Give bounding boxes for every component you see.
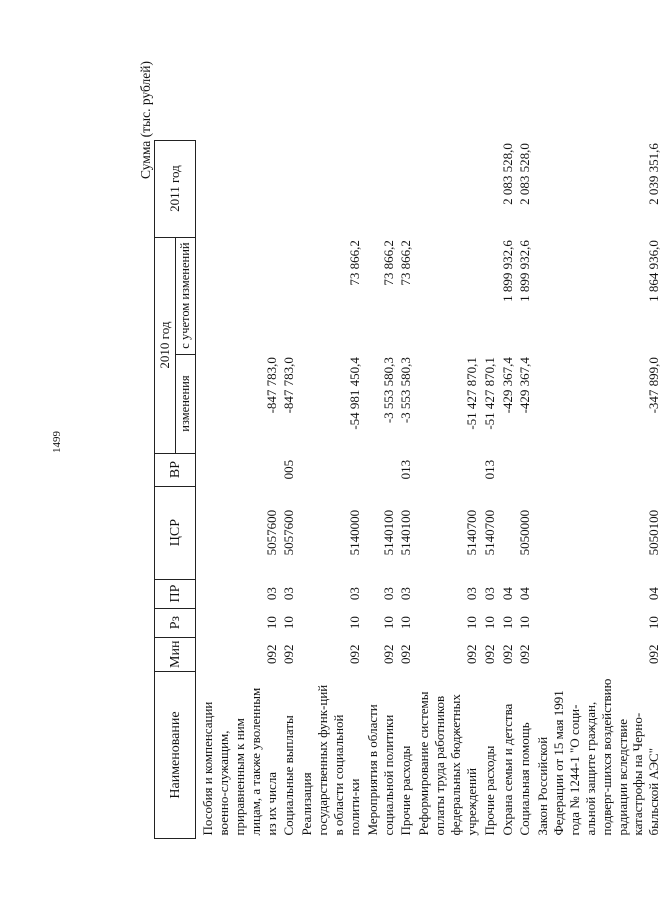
cell-csr: 5140000 <box>346 509 362 556</box>
cell-name: Реализация государственных функ-ций в области социальной полити-ки <box>299 684 362 836</box>
cell-csr: 5140700 <box>481 509 497 556</box>
cell-min: 092 <box>398 644 414 665</box>
cell-changes: -51 427 870,1 <box>481 357 497 430</box>
cell-pr: 03 <box>263 587 279 601</box>
cell-pr: 03 <box>380 587 396 601</box>
header-rz: Рз <box>155 608 196 637</box>
table-row <box>397 140 415 838</box>
cell-pr: 03 <box>398 587 414 601</box>
cell-min: 092 <box>263 644 279 665</box>
cell-rz: 10 <box>398 616 414 630</box>
cell-changes: -429 367,4 <box>499 357 515 414</box>
page-number: 1499 <box>51 431 63 453</box>
cell-2011: 2 039 351,6 <box>646 143 662 205</box>
cell-with-changes: 73 866,2 <box>398 240 414 286</box>
header-changes: изменения <box>175 354 195 453</box>
cell-name: Закон Российской Федерации от 15 мая 1991 года № 1244-1 "О соци-альной защите граждан, подверг-шихся воздействию радиации вследствие катастрофы на Черно-быльской АЭС" <box>535 678 662 836</box>
cell-with-changes <box>481 237 499 354</box>
cell-with-changes: 1 899 932,6 <box>499 240 515 302</box>
cell-changes: -847 783,0 <box>281 357 297 414</box>
cell-vr <box>516 453 534 486</box>
cell-name: Прочие расходы <box>398 745 414 836</box>
cell-2011 <box>481 140 499 237</box>
cell-pr: 03 <box>281 587 297 601</box>
cell-min: 092 <box>463 644 479 665</box>
cell-rz: 10 <box>281 616 297 630</box>
cell-with-changes: 73 866,2 <box>346 240 362 286</box>
cell-min: 092 <box>380 644 396 665</box>
table-row <box>415 140 480 838</box>
cell-min: 092 <box>517 644 533 665</box>
table-row <box>481 140 499 838</box>
budget-table <box>154 140 663 839</box>
cell-pr: 03 <box>481 587 497 601</box>
cell-with-changes: 1 899 932,6 <box>517 240 533 302</box>
cell-vr <box>534 453 663 486</box>
cell-changes: -3 553 580,3 <box>398 357 414 424</box>
cell-vr <box>415 453 480 486</box>
cell-csr: 5140700 <box>463 509 479 556</box>
table-row <box>280 140 298 838</box>
cell-2011 <box>298 140 363 237</box>
cell-2011 <box>364 140 398 237</box>
cell-changes: -429 367,4 <box>517 357 533 414</box>
cell-2011 <box>415 140 480 237</box>
cell-2011 <box>280 140 298 237</box>
cell-name: Пособия и компенсации военно-служащим, приравненным к ним лицам, а также уволенным из их числа <box>200 687 279 836</box>
header-vr: ВР <box>155 453 196 486</box>
table-row <box>298 140 363 838</box>
table-row <box>364 140 398 838</box>
cell-changes: -847 783,0 <box>263 357 279 414</box>
cell-changes: -51 427 870,1 <box>463 357 479 430</box>
cell-name: Реформирование системы оплаты труда работников федеральных бюджетных учреждений <box>416 691 479 836</box>
cell-min: 092 <box>281 644 297 665</box>
cell-rz: 10 <box>346 616 362 630</box>
table-body <box>196 140 663 838</box>
cell-with-changes: 1 864 936,0 <box>646 240 662 302</box>
rotated-content <box>120 55 662 845</box>
cell-csr: 5057600 <box>263 509 279 556</box>
header-name: Наименование <box>155 672 196 839</box>
cell-with-changes <box>415 237 480 354</box>
cell-rz: 10 <box>380 616 396 630</box>
cell-name: Социальные выплаты <box>281 715 297 836</box>
cell-min: 092 <box>346 644 362 665</box>
cell-rz: 10 <box>499 616 515 630</box>
cell-vr: 013 <box>398 459 414 480</box>
cell-vr <box>364 453 398 486</box>
cell-name: Прочие расходы <box>481 745 497 836</box>
cell-vr: 005 <box>281 459 297 480</box>
header-pr: ПР <box>155 579 196 608</box>
cell-rz: 10 <box>481 616 497 630</box>
cell-name: Мероприятия в области социальной политики <box>364 704 396 836</box>
cell-name: Охрана семьи и детства <box>499 703 515 836</box>
header-2010: 2010 год <box>155 237 176 453</box>
table-header <box>155 140 196 838</box>
table-row <box>196 140 281 838</box>
cell-name: Социальная помощь <box>517 722 533 836</box>
cell-vr <box>196 453 281 486</box>
cell-pr: 04 <box>646 587 662 601</box>
cell-min: 092 <box>499 644 515 665</box>
cell-pr: 03 <box>463 587 479 601</box>
cell-csr: 5057600 <box>281 509 297 556</box>
cell-changes: -54 981 450,4 <box>346 357 362 430</box>
table-row <box>516 140 534 838</box>
cell-vr <box>499 453 517 486</box>
cell-min: 092 <box>646 644 662 665</box>
header-with-changes: с учетом изменений <box>175 237 195 354</box>
cell-csr: 5050000 <box>517 509 533 556</box>
cell-pr: 04 <box>499 587 515 601</box>
cell-rz: 10 <box>646 616 662 630</box>
cell-vr <box>298 453 363 486</box>
cell-pr: 04 <box>517 587 533 601</box>
cell-2011 <box>196 140 281 237</box>
cell-2011: 2 083 528,0 <box>499 143 515 205</box>
cell-2011: 2 083 528,0 <box>517 143 533 205</box>
cell-with-changes <box>280 237 298 354</box>
cell-rz: 10 <box>463 616 479 630</box>
cell-rz: 10 <box>517 616 533 630</box>
table-row <box>499 140 517 838</box>
cell-changes: -347 899,0 <box>646 357 662 414</box>
header-2011: 2011 год <box>155 140 196 237</box>
cell-csr: 5050100 <box>646 509 662 556</box>
cell-rz: 10 <box>263 616 279 630</box>
cell-csr <box>499 486 517 579</box>
table-row <box>534 140 663 838</box>
cell-changes: -3 553 580,3 <box>380 357 396 424</box>
header-csr: ЦСР <box>155 486 196 579</box>
cell-csr: 5140100 <box>380 509 396 556</box>
cell-2011 <box>397 140 415 237</box>
cell-csr: 5140100 <box>398 509 414 556</box>
cell-vr: 013 <box>481 459 497 480</box>
cell-with-changes <box>196 237 281 354</box>
cell-pr: 03 <box>346 587 362 601</box>
unit-caption: Сумма (тыс. рублей) <box>138 61 153 179</box>
cell-min: 092 <box>481 644 497 665</box>
cell-with-changes: 73 866,2 <box>380 240 396 286</box>
header-min: Мин <box>155 637 196 671</box>
